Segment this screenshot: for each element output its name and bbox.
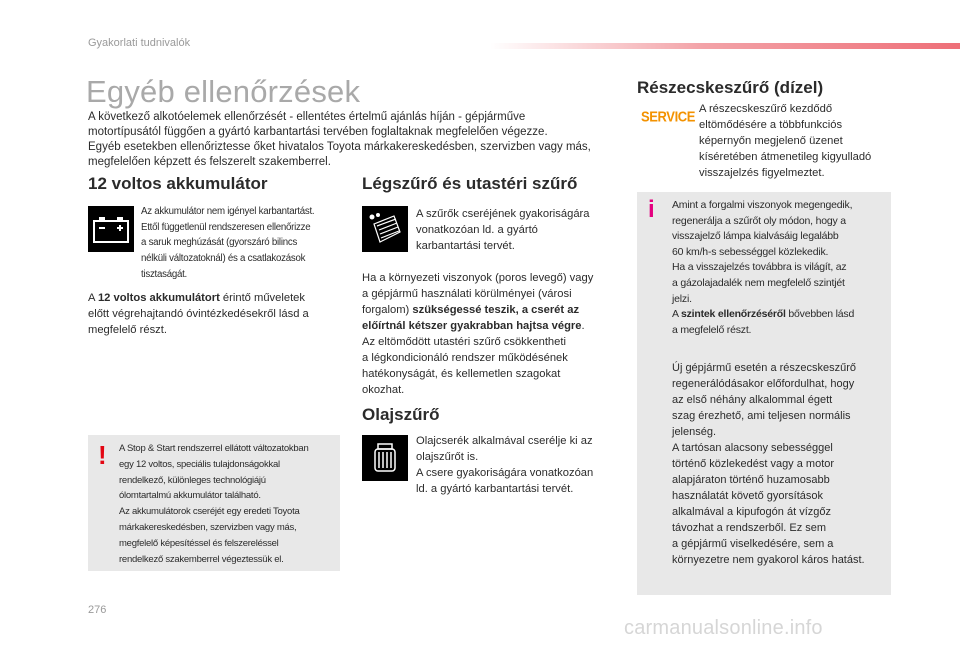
- text-line: vonatkozóan ld. a gyártó: [416, 224, 538, 236]
- text-line: megfelelő részt.: [88, 324, 167, 336]
- text-line: előtt végrehajtandó óvintézkedésekről lásd a: [88, 308, 309, 320]
- text-line: alkalmával a kipufogón át vízgőz: [672, 506, 831, 518]
- header-gradient-bar: [490, 43, 960, 49]
- battery-side-line: a saruk meghúzását (gyorszáró bilincs: [141, 237, 298, 249]
- intro-line-2: motortípusától függően a gyártó karbantartási tervében foglaltaknak megfelelően végezze.: [88, 126, 548, 138]
- text-span: érintő műveletek: [219, 292, 306, 304]
- intro-line-3: Egyéb esetekben ellenőriztesse őket hivatalos Toyota márkakereskedésben, szervizben vagy más,: [88, 141, 591, 153]
- text-line: használatát követő gyorsítások: [672, 490, 824, 502]
- text-line: A szűrők cseréjének gyakoriságára: [416, 208, 590, 220]
- text-line: jelenség.: [672, 426, 717, 438]
- text-line: alapjáraton történő huzamosabb: [672, 474, 830, 486]
- text-line: hatékonyságát, és kellemetlen szagokat: [362, 368, 561, 380]
- bold-text: szükségessé teszik, a cserét az: [412, 304, 580, 316]
- air-filter-side-text: [416, 206, 616, 254]
- battery-side-text: [141, 204, 346, 283]
- text-line: a légkondicionáló rendszer működésének: [362, 352, 568, 364]
- battery-paragraph: [88, 290, 348, 338]
- text-line: 60 km/h-s sebességgel közlekedik.: [672, 245, 829, 258]
- text-line: Új gépjármű esetén a részecskeszűrő: [672, 362, 857, 374]
- oil-filter-icon: [362, 435, 408, 481]
- intro-line-4: megfelelően képzett és felszerelt szakemberrel.: [88, 156, 331, 168]
- text-line: környezetre nem gyakorol káros hatást.: [672, 554, 865, 566]
- text-line: jelzi.: [672, 292, 692, 305]
- text-line: A tartósan alacsony sebességgel: [672, 442, 833, 454]
- text-line: visszajelző lámpa kialvásáig legalább: [672, 230, 839, 243]
- page-number: 276: [88, 604, 107, 616]
- text-line: karbantartási tervét.: [416, 240, 515, 252]
- text-line: szag érezhető, ami teljesen normális: [672, 410, 851, 422]
- text-line: távozhat a rendszerből. Ez sem: [672, 522, 827, 534]
- text-line: Olajcserék alkalmával cserélje ki az: [416, 435, 593, 447]
- warning-icon: !: [98, 440, 107, 470]
- text-line: Ha a környezeti viszonyok (poros levegő) vagy: [362, 272, 594, 284]
- text-span: forgalom): [362, 304, 413, 316]
- battery-side-line: nélküli változatoknál) és a csatlakozások: [141, 253, 306, 265]
- text-span: bővebben lásd: [785, 308, 855, 321]
- air-filter-paragraph: [362, 270, 627, 398]
- section-header: Gyakorlati tudnivalók: [88, 37, 191, 49]
- text-span: A: [672, 308, 681, 321]
- text-line: a megfelelő részt.: [672, 323, 752, 336]
- air-filter-icon: [362, 206, 408, 252]
- text-span: A: [88, 292, 98, 304]
- battery-heading: 12 voltos akkumulátor: [88, 174, 268, 193]
- text-line: visszajelzés figyelmeztet.: [699, 167, 825, 179]
- watermark: carmanualsonline.info: [624, 617, 823, 639]
- text-line: történő közlekedést vagy a motor: [672, 458, 835, 470]
- text-line: a gépjármű használati körülményei (városi: [362, 288, 572, 300]
- warning-line: Az akkumulátorok cseréjét egy eredeti Toyota: [119, 506, 300, 518]
- text-line: Amint a forgalmi viszonyok megengedik,: [672, 199, 853, 211]
- air-filter-heading: Légszűrő és utastéri szűrő: [362, 174, 578, 193]
- text-line: eltömődésére a többfunkciós: [699, 119, 843, 131]
- text-line: Ha a visszajelzés továbbra is világít, az: [672, 261, 847, 274]
- warning-line: márkakereskedésben, szervizben vagy más,: [119, 521, 297, 533]
- warning-line: ólomtartalmú akkumulátor található.: [119, 490, 261, 502]
- battery-side-line: Ettől függetlenül rendszeresen ellenőrizze: [141, 221, 311, 233]
- warning-line: rendelkező szakemberrel végeztessük el.: [119, 553, 284, 565]
- warning-line: egy 12 voltos, speciális tulajdonságokkal: [119, 458, 280, 470]
- warning-text: [119, 441, 341, 567]
- text-line: képernyőn megjelenő üzenet: [699, 135, 843, 147]
- text-line: A csere gyakoriságára vonatkozóan: [416, 467, 594, 479]
- text-line: olajszűrőt is.: [416, 451, 479, 463]
- service-warning-icon: SERVICE: [641, 107, 696, 126]
- text-line: kíséretében átmenetileg kigyulladó: [699, 151, 872, 163]
- oil-filter-heading: Olajszűrő: [362, 405, 440, 424]
- intro-line-1: A következő alkotóelemek ellenőrzését - ellentétes értelmű ajánlás híján - gépjárműve: [88, 111, 526, 123]
- text-line: regenerálja a szűrőt oly módon, hogy a: [672, 214, 846, 227]
- text-line: az első néhány alkalommal égett: [672, 394, 833, 406]
- info-icon: i: [648, 196, 655, 223]
- text-line: Az eltömődött utastéri szűrő csökkentheti: [362, 336, 566, 348]
- text-line: okozhat.: [362, 384, 405, 396]
- battery-icon: [88, 206, 134, 252]
- battery-bold-term: 12 voltos akkumulátort: [97, 292, 220, 304]
- warning-line: A Stop & Start rendszerrel ellátott változatokban: [119, 443, 309, 454]
- text-line: A részecskeszűrő kezdődő: [699, 103, 833, 115]
- text-line: regenerálódásakor előfordulhat, hogy: [672, 378, 855, 390]
- page-title: Egyéb ellenőrzések: [86, 74, 361, 109]
- text-line: a gépjármű viselkedésére, sem a: [672, 538, 834, 550]
- particle-filter-heading: Részecskeszűrő (dízel): [637, 78, 824, 97]
- info-paragraph-1: [672, 198, 887, 338]
- text-line: ld. a gyártó karbantartási tervét.: [416, 483, 574, 495]
- battery-side-line: Az akkumulátor nem igényel karbantartást.: [141, 206, 315, 217]
- bold-text: szintek ellenőrzéséről: [680, 308, 786, 321]
- warning-line: megfelelő képesítéssel és felszereléssel: [119, 537, 279, 549]
- battery-side-line: tisztaságát.: [141, 268, 188, 280]
- oil-filter-side-text: [416, 433, 626, 497]
- particle-filter-side-text: [699, 101, 899, 181]
- text-line: a gázolajadalék nem megfelelő szintjét: [672, 276, 845, 289]
- text-span: .: [581, 320, 585, 332]
- bold-text: előírtnál kétszer gyakrabban hajtsa végre: [362, 320, 582, 332]
- warning-line: rendelkező, különleges technológiájú: [119, 474, 266, 486]
- info-paragraph-2: [672, 360, 887, 568]
